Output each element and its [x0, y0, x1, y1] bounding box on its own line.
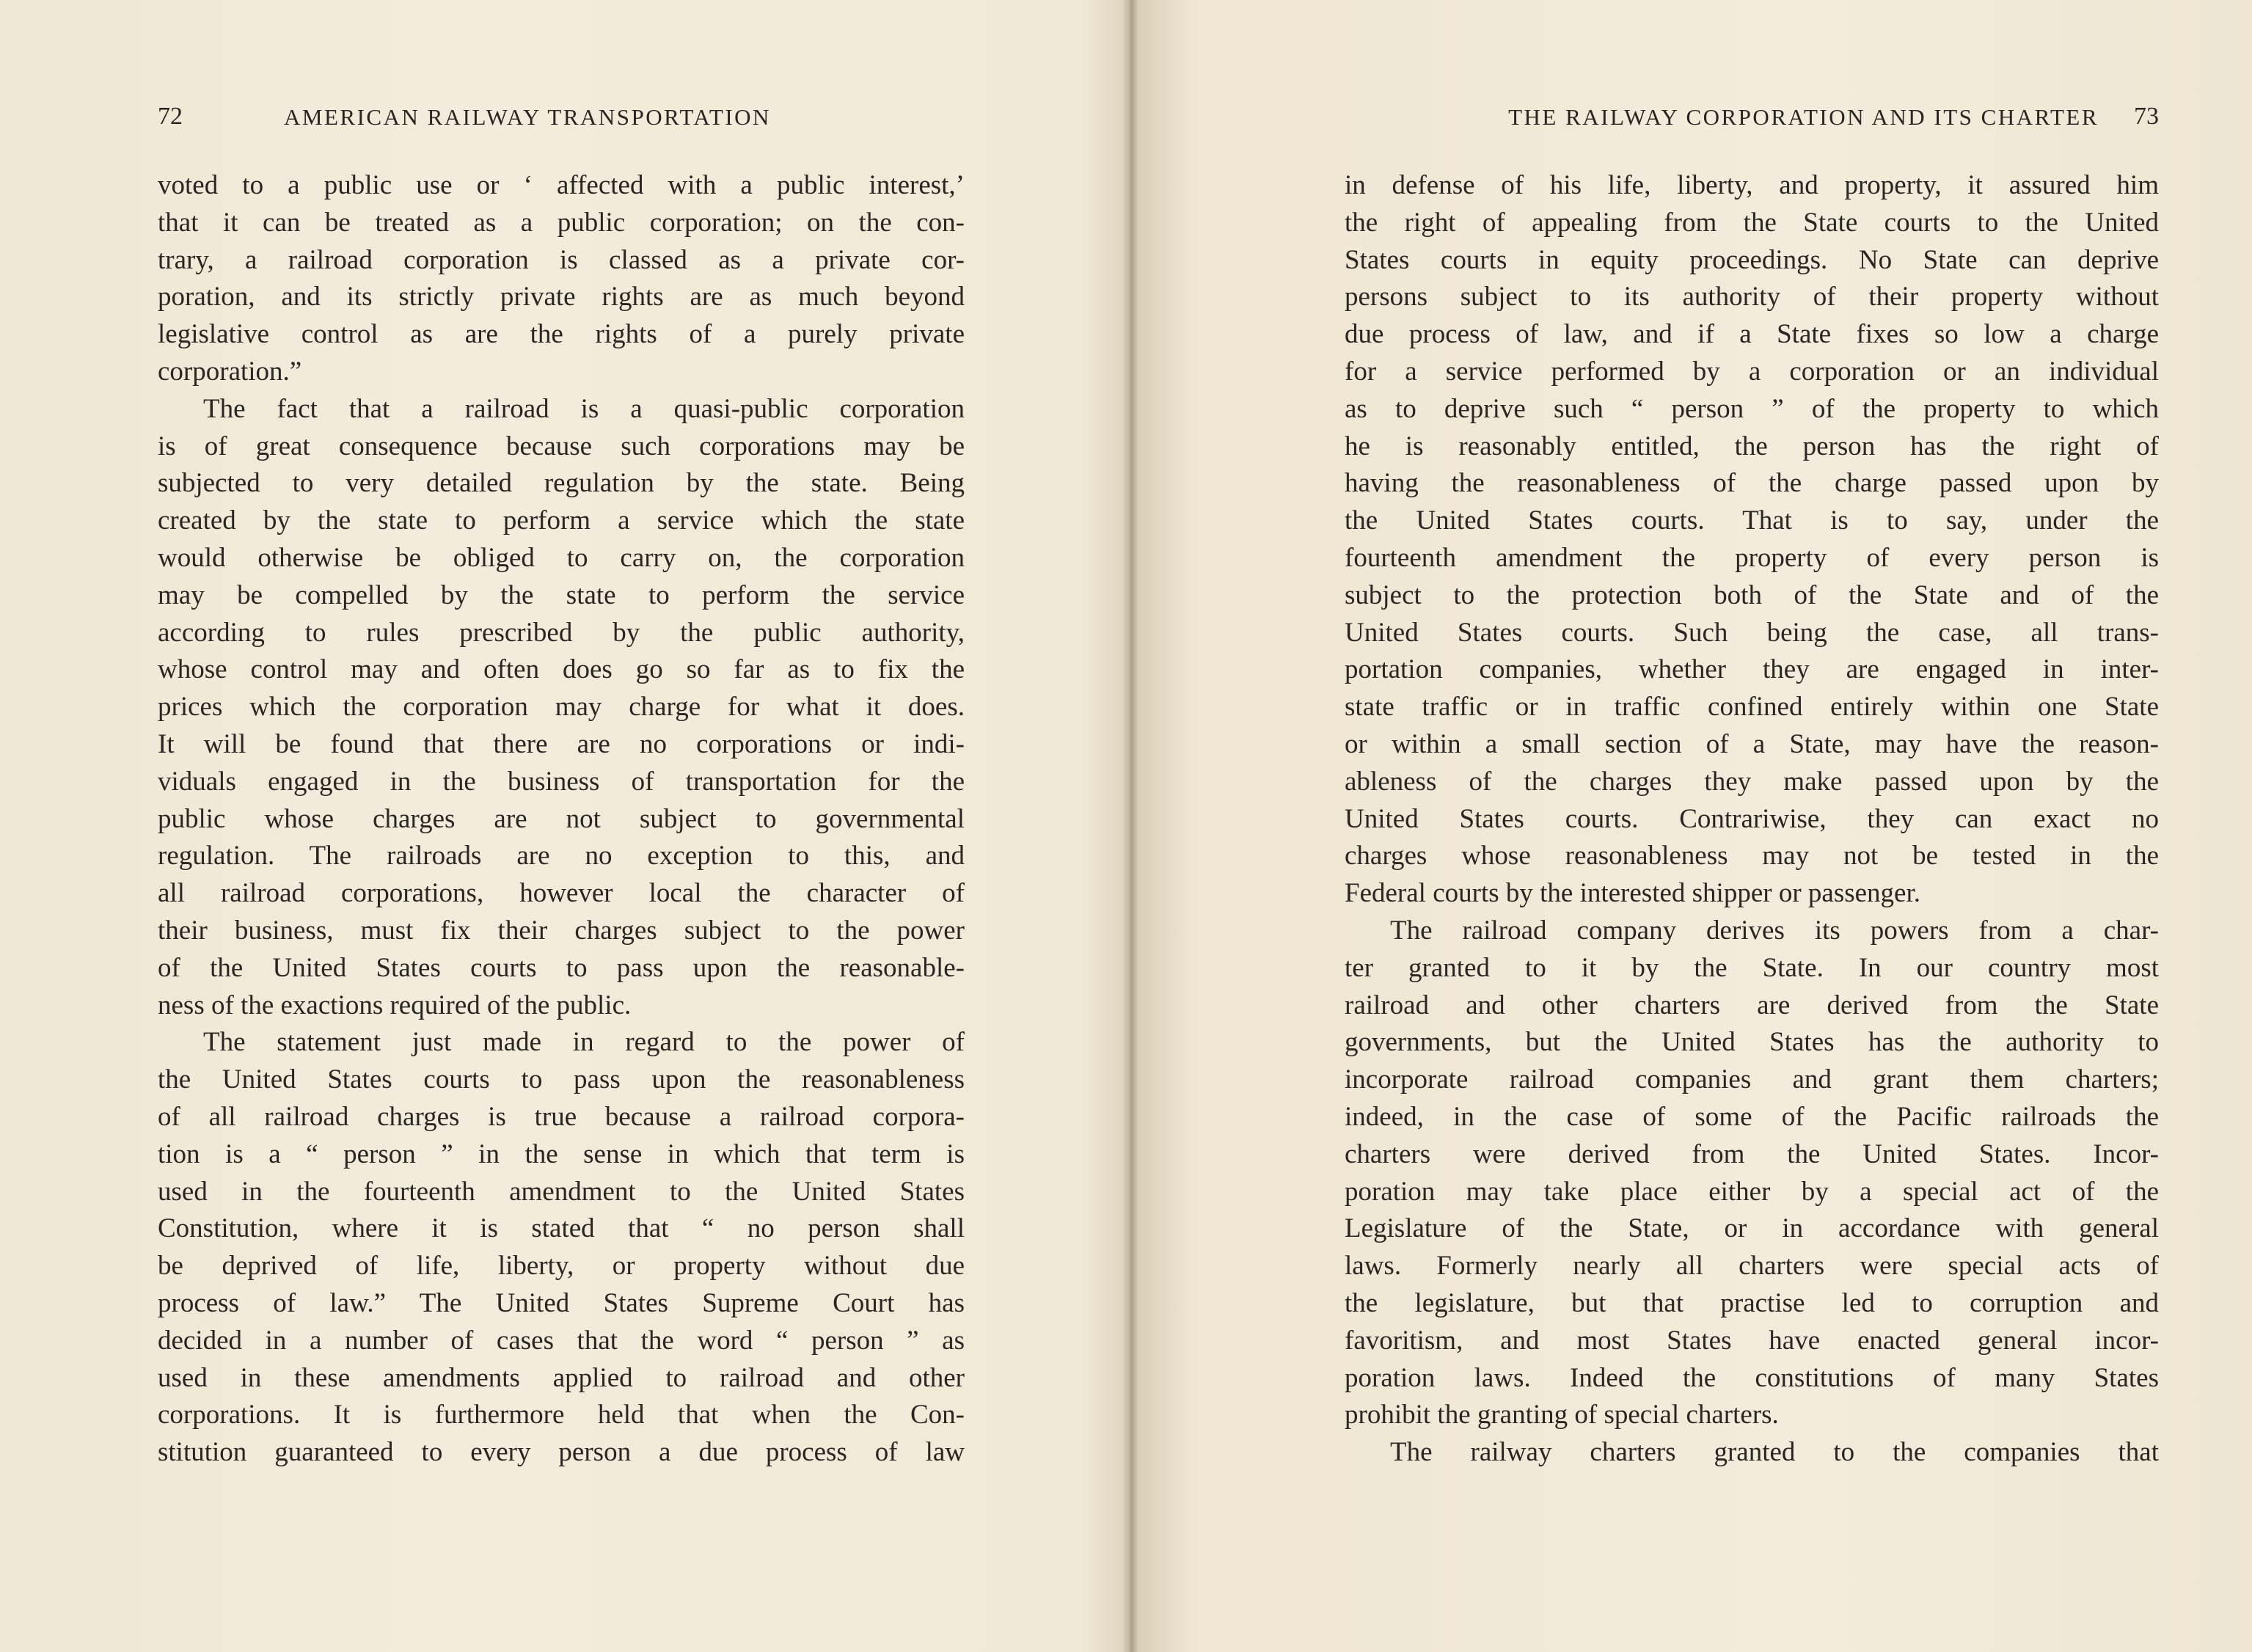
- right-text-line: having the reasonableness of the charge passed upon by: [1345, 468, 2159, 499]
- left-text-line: prices which the corporation may charge for what it does.: [158, 692, 965, 723]
- right-text-line: portation companies, whether they are engaged in inter-: [1345, 654, 2159, 685]
- right-text-line: the legislature, but that practise led to corruption and: [1345, 1287, 2159, 1318]
- right-text-line: fourteenth amendment the property of every person is: [1345, 542, 2159, 573]
- left-text-line: used in these amendments applied to railroad and other: [158, 1362, 965, 1393]
- left-text-line: It will be found that there are no corporations or indi-: [158, 728, 965, 759]
- left-text-line: ness of the exactions required of the public.: [158, 990, 632, 1020]
- left-text-line: legislative control as are the rights of a purely private: [158, 319, 965, 350]
- right-text-line: in defense of his life, liberty, and property, it assured him: [1345, 170, 2159, 200]
- right-text-line: due process of law, and if a State fixes so low a charge: [1345, 319, 2159, 350]
- left-text-line: corporation.”: [158, 356, 302, 387]
- right-text-line: ter granted to it by the State. In our country most: [1345, 952, 2159, 983]
- left-text-line: process of law.” The United States Supreme Court has: [158, 1287, 965, 1318]
- right-text-line: prohibit the granting of special charters.: [1345, 1400, 1779, 1430]
- right-text-line: the United States courts. That is to say, under the: [1345, 505, 2159, 536]
- left-text-line: The statement just made in regard to the power of: [203, 1027, 965, 1058]
- left-body-text: [158, 167, 965, 1472]
- left-text-line: of the United States courts to pass upon the reasonable-: [158, 952, 965, 983]
- right-text-line: charges whose reasonableness may not be tested in the: [1345, 841, 2159, 871]
- left-text-line: of all railroad charges is true because a railroad corpora-: [158, 1101, 965, 1132]
- right-page: [1126, 0, 2252, 1652]
- left-text-line: according to rules prescribed by the public authority,: [158, 617, 965, 648]
- right-text-line: railroad and other charters are derived from the State: [1345, 990, 2159, 1020]
- right-text-line: poration laws. Indeed the constitutions of many States: [1345, 1362, 2159, 1393]
- right-text-line: The railway charters granted to the companies that: [1390, 1437, 2159, 1468]
- left-text-line: trary, a railroad corporation is classed as a private cor-: [158, 244, 965, 275]
- right-text-line: he is reasonably entitled, the person has the right of: [1345, 431, 2159, 461]
- right-text-line: Legislature of the State, or in accordance with general: [1345, 1213, 2159, 1244]
- left-text-line: poration, and its strictly private rights are as much beyond: [158, 282, 965, 313]
- left-text-line: public whose charges are not subject to governmental: [158, 803, 965, 834]
- left-text-line: The fact that a railroad is a quasi-public corporation: [203, 393, 965, 424]
- left-text-line: all railroad corporations, however local the character of: [158, 878, 965, 909]
- left-text-line: regulation. The railroads are no exception to this, and: [158, 841, 965, 871]
- left-text-line: that it can be treated as a public corporation; on the con-: [158, 207, 965, 238]
- right-text-line: for a service performed by a corporation or an individual: [1345, 356, 2159, 387]
- left-text-line: Constitution, where it is stated that “ no person shall: [158, 1213, 965, 1244]
- right-text-line: subject to the protection both of the State and of the: [1345, 580, 2159, 610]
- right-text-line: United States courts. Such being the case, all trans-: [1345, 617, 2159, 648]
- right-text-line: the right of appealing from the State courts to the United: [1345, 207, 2159, 238]
- right-text-line: or within a small section of a State, may have the reason-: [1345, 728, 2159, 759]
- right-page-number: 73: [2134, 103, 2159, 130]
- left-text-line: voted to a public use or ‘ affected with a public interest,’: [158, 170, 965, 200]
- right-text-line: poration may take place either by a special act of the: [1345, 1176, 2159, 1207]
- left-text-line: created by the state to perform a service which the state: [158, 505, 965, 536]
- left-text-line: the United States courts to pass upon the reasonableness: [158, 1064, 965, 1095]
- right-text-line: governments, but the United States has the authority to: [1345, 1027, 2159, 1058]
- left-text-line: corporations. It is furthermore held that when the Con-: [158, 1400, 965, 1430]
- left-text-line: their business, must fix their charges subject to the power: [158, 915, 965, 946]
- right-text-line: ableness of the charges they make passed upon by the: [1345, 766, 2159, 797]
- left-text-line: may be compelled by the state to perform the service: [158, 580, 965, 610]
- left-text-line: decided in a number of cases that the word “ person ” as: [158, 1325, 965, 1356]
- right-text-line: as to deprive such “ person ” of the property to which: [1345, 393, 2159, 424]
- left-text-line: subjected to very detailed regulation by the state. Being: [158, 468, 965, 499]
- right-text-line: laws. Formerly nearly all charters were special acts of: [1345, 1251, 2159, 1282]
- right-text-line: persons subject to its authority of their property without: [1345, 282, 2159, 313]
- right-text-line: incorporate railroad companies and grant them charters;: [1345, 1064, 2159, 1095]
- right-text-line: favoritism, and most States have enacted general incor-: [1345, 1325, 2159, 1356]
- right-text-line: charters were derived from the United States. Incor-: [1345, 1139, 2159, 1169]
- right-text-line: United States courts. Contrariwise, they can exact no: [1345, 803, 2159, 834]
- left-text-line: used in the fourteenth amendment to the United States: [158, 1176, 965, 1207]
- right-body-text: [1345, 167, 2159, 1472]
- left-text-line: be deprived of life, liberty, or property without due: [158, 1251, 965, 1282]
- right-text-line: indeed, in the case of some of the Pacific railroads the: [1345, 1101, 2159, 1132]
- right-text-line: state traffic or in traffic confined entirely within one State: [1345, 692, 2159, 723]
- right-text-line: The railroad company derives its powers from a char-: [1390, 915, 2159, 946]
- left-text-line: is of great consequence because such corporations may be: [158, 431, 965, 461]
- left-text-line: whose control may and often does go so far as to fix the: [158, 654, 965, 685]
- right-text-line: Federal courts by the interested shipper or passenger.: [1345, 878, 1920, 909]
- left-text-line: tion is a “ person ” in the sense in which that term is: [158, 1139, 965, 1169]
- left-text-line: viduals engaged in the business of transportation for the: [158, 766, 965, 797]
- right-text-line: States courts in equity proceedings. No State can deprive: [1345, 244, 2159, 275]
- left-text-line: would otherwise be obliged to carry on, the corporation: [158, 542, 965, 573]
- left-page-number: 72: [158, 103, 183, 130]
- left-running-title: AMERICAN RAILWAY TRANSPORTATION: [284, 104, 771, 130]
- right-running-title: THE RAILWAY CORPORATION AND ITS CHARTER: [1508, 104, 2099, 130]
- left-text-line: stitution guaranteed to every person a due process of law: [158, 1437, 965, 1468]
